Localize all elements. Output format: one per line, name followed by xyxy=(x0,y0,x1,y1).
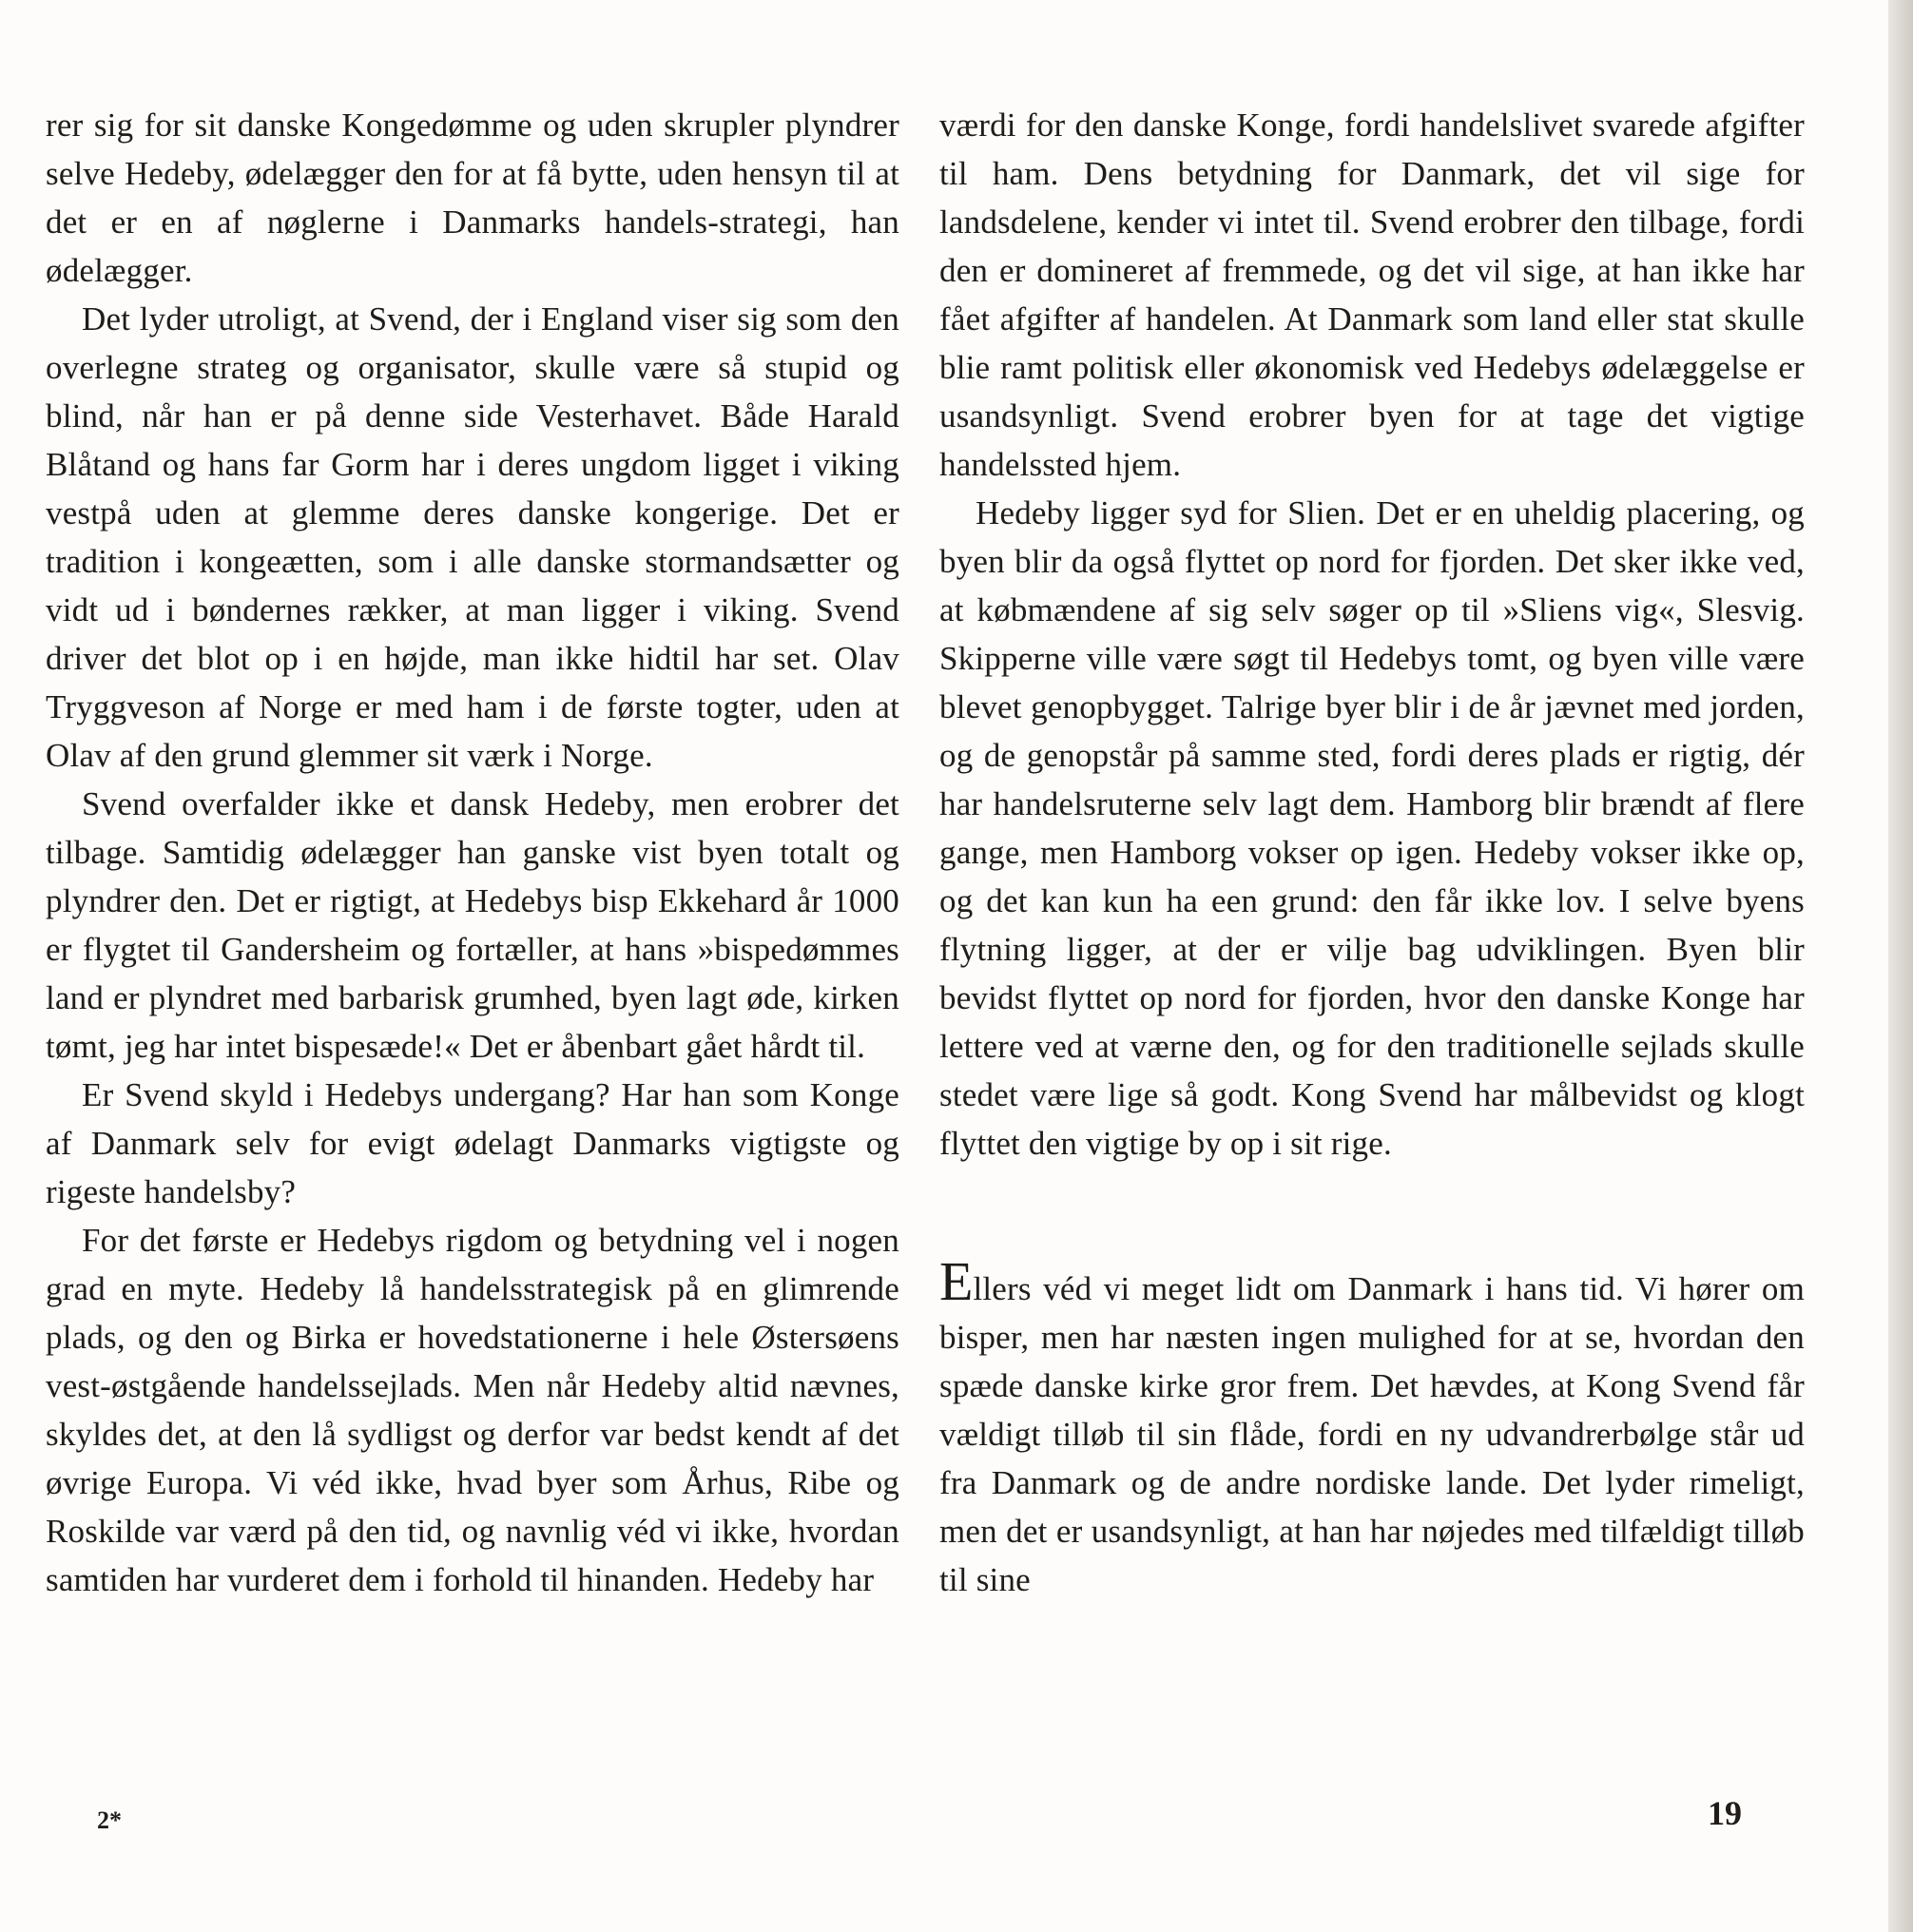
right-column xyxy=(939,101,1805,1604)
chapter-text: llers véd vi meget lidt om Danmark i hans tid. Vi hører om bisper, men har næsten ingen mulighed for at se, hvordan den spæde danske kirke gror frem. Det hævdes, at Kong Svend får vældigt tilløb til sin flåde, fordi en ny udvandrerbølge står ud fra Danmark og de andre nordiske lande. Det lyder rimeligt, men det er usandsynligt, at han har nøjedes med tilfældigt tilløb til sine xyxy=(939,1270,1805,1598)
paragraph: For det første er Hedebys rigdom og betydning vel i nogen grad en myte. Hedeby lå handelsstrategisk på en glimrende plads, og den og Birka er hovedstationerne i hele Østersøens vest-østgående handelssejlads. Men når Hedeby altid nævnes, skyldes det, at den lå sydligst og derfor var bedst kendt af det øvrige Europa. Vi véd ikke, hvad byer som Århus, Ribe og Roskilde var værd på den tid, og navnlig véd vi ikke, hvordan samtiden har vurderet dem i forhold til hinanden. Hedeby har xyxy=(46,1222,899,1598)
page-edge xyxy=(1888,0,1913,1932)
paragraph: Er Svend skyld i Hedebys undergang? Har han som Konge af Danmark selv for evigt ødelagt Danmarks vigtigste og rigeste handelsby? xyxy=(46,1076,899,1210)
chapter-opening-paragraph xyxy=(939,1250,1805,1604)
signature-mark: 2* xyxy=(97,1806,122,1834)
page-number: 19 xyxy=(1708,1794,1742,1832)
drop-cap: E xyxy=(939,1250,974,1312)
paragraph: rer sig for sit danske Kongedømme og uden skrupler plyndrer selve Hedeby, ødelægger den for at få bytte, uden hensyn til at det er en af nøglerne i Danmarks handels-strategi, han ødelægger. xyxy=(46,106,899,289)
paragraph: Det lyder utroligt, at Svend, der i England viser sig som den overlegne strateg og organisator, skulle være så stupid og blind, når han er på denne side Vesterhavet. Både Harald Blåtand og hans far Gorm har i deres ungdom ligget i viking vestpå uden at glemme deres danske kongerige. Det er tradition i kongeætten, som i alle danske stormandsætter og vidt ud i bøndernes rækker, at man ligger i viking. Svend driver det blot op i en højde, man ikke hidtil har set. Olav Tryggveson af Norge er med ham i de første togter, uden at Olav af den grund glemmer sit værk i Norge. xyxy=(46,300,899,774)
paragraph: Hedeby ligger syd for Slien. Det er en uheldig placering, og byen blir da også flyttet op nord for fjorden. Det sker ikke ved, at købmændene af sig selv søger op til »Sliens vig«, Slesvig. Skipperne ville være søgt til Hedebys tomt, og byen ville være blevet genopbygget. Talrige byer blir i de år jævnet med jorden, og de genopstår på samme sted, fordi deres plads er rigtig, dér har handelsruterne selv lagt dem. Hamborg blir brændt af flere gange, men Hamborg vokser op igen. Hedeby vokser ikke op, og det kan kun ha een grund: den får ikke lov. I selve byens flytning ligger, at der er vilje bag udviklingen. Byen blir bevidst flyttet op nord for fjorden, hvor den danske Konge har lettere ved at værne den, og for den traditionelle sejlads skulle stedet være lige så godt. Kong Svend har målbevidst og klogt flyttet den vigtige by op i sit rige. xyxy=(939,494,1805,1162)
paragraph: Svend overfalder ikke et dansk Hedeby, men erobrer det tilbage. Samtidig ødelægger han ganske vist byen totalt og plyndrer den. Det er rigtigt, at Hedebys bisp Ekkehard år 1000 er flygtet til Gandersheim og fortæller, at hans »bispedømmes land er plyndret med barbarisk grumhed, byen lagt øde, kirken tømt, jeg har intet bispesæde!« Det er åbenbart gået hårdt til. xyxy=(46,785,899,1065)
left-column xyxy=(46,101,899,1604)
paragraph: værdi for den danske Konge, fordi handelslivet svarede afgifter til ham. Dens betydning for Danmark, det vil sige for landsdelene, kender vi intet til. Svend erobrer den tilbage, fordi den er domineret af fremmede, og det vil sige, at han ikke har fået afgifter af handelen. At Danmark som land eller stat skulle blie ramt politisk eller økonomisk ved Hedebys ødelæggelse er usandsynligt. Svend erobrer byen for at tage det vigtige handelssted hjem. xyxy=(939,106,1805,483)
